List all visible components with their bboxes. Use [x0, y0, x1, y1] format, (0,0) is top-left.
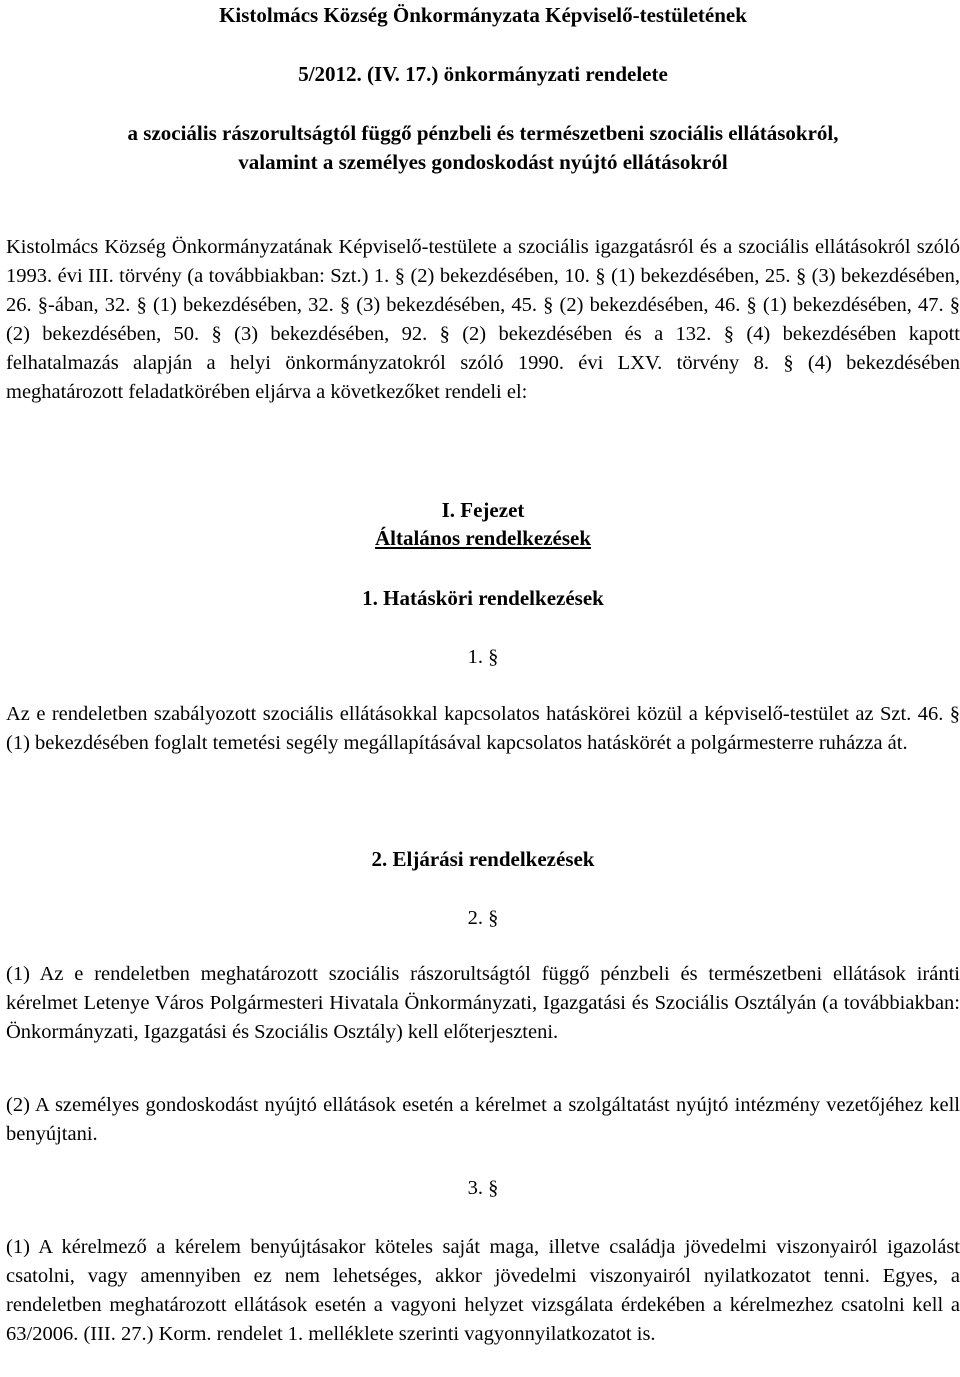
document-title-line2: 5/2012. (IV. 17.) önkormányzati rendelete — [298, 62, 668, 86]
section-heading-2: 2. Eljárási rendelkezések — [371, 847, 595, 871]
chapter-title: Általános rendelkezések — [374, 526, 592, 550]
paragraph-1-text: Az e rendeletben szabályozott szociális ellátásokkal kapcsolatos hatáskörei közül a képviselő-testület az Szt. 46. § (1) bekezdésében foglalt temetési segély megállapításával kapcsolatos hatáskörét a polgármesterre ruházza át. — [6, 703, 960, 754]
document-subtitle-line2: valamint a személyes gondoskodást nyújtó ellátásokról — [238, 150, 728, 174]
chapter-number: I. Fejezet — [441, 498, 525, 522]
document-subtitle-line1: a szociális rászorultságtól függő pénzbeli és természetbeni szociális ellátásokról, — [127, 121, 839, 145]
paragraph-2-clause-2: (2) A személyes gondoskodást nyújtó ellátások esetén a kérelmet a szolgáltatást nyújtó intézmény vezetőjéhez kell benyújtani. — [6, 1094, 960, 1145]
paragraph-number-2: 2. § — [467, 907, 499, 929]
paragraph-3-clause-1: (1) A kérelmező a kérelem benyújtásakor köteles saját maga, illetve családja jövedelmi viszonyairól igazolást csatolni, vagy amennyiben ez nem lehetséges, akkor jövedelmi viszonyairól nyilatkozatot tenni. Egyes, a rendeletben meghatározott ellátások esetén a vagyoni helyzet vizsgálata érdekében a kérelmezhez csatolni kell a 63/2006. (III. 27.) Korm. rendelet 1. melléklete szerinti vagyonnyilatkozatot is. — [6, 1236, 960, 1345]
section-heading-1: 1. Hatásköri rendelkezések — [362, 586, 604, 610]
paragraph-2-clause-1: (1) Az e rendeletben meghatározott szociális rászorultságtól függő pénzbeli és természetbeni ellátások iránti kérelmet Letenye Város Polgármesteri Hivatala Önkormányzati, Igazgatási és Szociális Osztályán (a továbbiakban: Önkormányzati, Igazgatási és Szociális Osztály) kell előterjeszteni. — [6, 963, 960, 1043]
document-title-line1: Kistolmács Község Önkormányzata Képviselő-testületének — [219, 3, 747, 27]
preamble-paragraph: Kistolmács Község Önkormányzatának Képviselő-testülete a szociális igazgatásról és a szociális ellátásokról szóló 1993. évi III. törvény (a továbbiakban: Szt.) 1. § (2) bekezdésében, 10. § (1) bekezdésében, 25. § (3) bekezdésében, 26. §-ában, 32. § (1) bekezdésében, 32. § (3) bekezdésében, 45. § (2) bekezdésében, 46. § (1) bekezdésében, 47. § (2) bekezdésében, 50. § (3) bekezdésében, 92. § (2) bekezdésében és a 132. § (4) bekezdésében kapott felhatalmazás alapján a helyi önkormányzatokról szóló 1990. évi LXV. törvény 8. § (4) bekezdésében meghatározott feladatkörében eljárva a következőket rendeli el: — [6, 236, 960, 403]
paragraph-number-1: 1. § — [467, 646, 499, 668]
paragraph-number-3: 3. § — [467, 1177, 499, 1199]
